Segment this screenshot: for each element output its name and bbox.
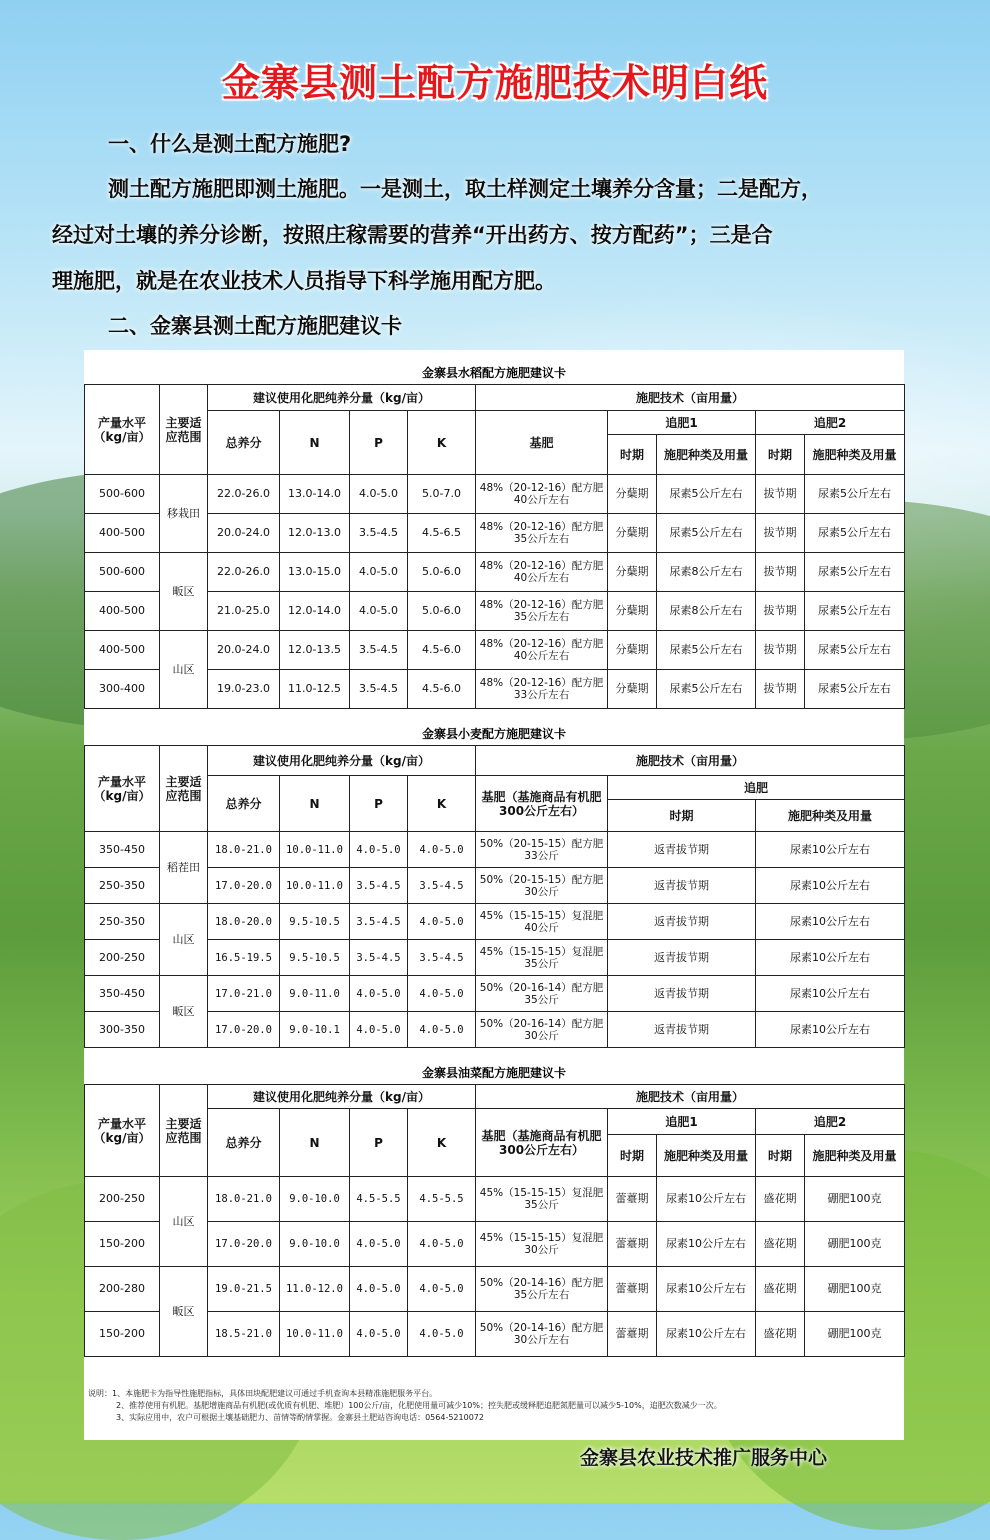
cell: 尿素10公斤左右 <box>756 940 905 976</box>
cell: 4.0-5.0 <box>350 1267 408 1312</box>
wheat-card-title: 金寨县小麦配方施肥建议卡 <box>421 727 566 741</box>
rape-rows <box>85 1177 905 1357</box>
cell: 5.0-6.0 <box>408 553 476 592</box>
col-nutrient-group: 建议使用化肥纯养分量（kg/亩） <box>208 1085 476 1109</box>
cell: 返青拔节期 <box>608 904 756 940</box>
cell: 返青拔节期 <box>608 940 756 976</box>
table-row <box>85 1312 905 1357</box>
col-top2: 追肥2 <box>756 1109 905 1135</box>
table-row <box>85 1222 905 1267</box>
cell: 12.0-13.0 <box>280 514 350 553</box>
col-k: K <box>408 1109 476 1177</box>
cell: 3.5-4.5 <box>350 514 408 553</box>
cell: 分蘖期 <box>608 631 657 670</box>
cell: 蕾薹期 <box>608 1267 657 1312</box>
col-yield: 产量水平（kg/亩） <box>85 385 160 475</box>
cell: 50%（20-14-16）配方肥35公斤左右 <box>476 1267 608 1312</box>
cell: 9.0-11.0 <box>280 976 350 1012</box>
cell: 10.0-11.0 <box>280 1312 350 1357</box>
col-area: 主要适应范围 <box>160 746 208 832</box>
cell: 9.0-10.0 <box>280 1222 350 1267</box>
cell: 11.0-12.0 <box>280 1267 350 1312</box>
notes <box>88 1388 900 1424</box>
table-row <box>85 904 905 940</box>
cell: 硼肥100克 <box>805 1267 905 1312</box>
cell: 4.0-5.0 <box>408 1312 476 1357</box>
area-cell: 畈区 <box>160 976 208 1048</box>
cell: 拔节期 <box>756 475 805 514</box>
cell: 50%（20-14-16）配方肥30公斤左右 <box>476 1312 608 1357</box>
cell: 拔节期 <box>756 592 805 631</box>
cell: 分蘖期 <box>608 670 657 709</box>
note-line: 说明：1、本施肥卡为指导性施肥指标，具体田块配肥建议可通过手机查询本县精准施肥服务平台。 <box>88 1389 438 1398</box>
cell: 尿素10公斤左右 <box>657 1312 756 1357</box>
cell: 分蘖期 <box>608 592 657 631</box>
area-cell: 稻茬田 <box>160 832 208 904</box>
cell: 48%（20-12-16）配方肥33公斤左右 <box>476 670 608 709</box>
cell: 150-200 <box>85 1312 160 1357</box>
cell: 硼肥100克 <box>805 1222 905 1267</box>
cell: 3.5-4.5 <box>350 940 408 976</box>
col-k: K <box>408 776 476 832</box>
wheat-rows <box>85 832 905 1048</box>
cell: 9.0-10.0 <box>280 1177 350 1222</box>
col-yield: 产量水平（kg/亩） <box>85 1085 160 1177</box>
cell: 盛花期 <box>756 1267 805 1312</box>
cell: 50%（20-16-14）配方肥30公斤 <box>476 1012 608 1048</box>
cell: 4.5-6.0 <box>408 631 476 670</box>
cell: 3.5-4.5 <box>350 631 408 670</box>
cell: 4.0-5.0 <box>350 553 408 592</box>
cell: 4.0-5.0 <box>408 1222 476 1267</box>
cell: 50%（20-15-15）配方肥30公斤 <box>476 868 608 904</box>
cell: 蕾薹期 <box>608 1177 657 1222</box>
col-tech-group: 施肥技术（亩用量） <box>476 385 905 411</box>
cell: 尿素5公斤左右 <box>657 631 756 670</box>
col-n: N <box>280 411 350 475</box>
cell: 尿素5公斤左右 <box>805 631 905 670</box>
cell: 尿素10公斤左右 <box>756 904 905 940</box>
cell: 300-350 <box>85 1012 160 1048</box>
cell: 拔节期 <box>756 553 805 592</box>
cell: 4.0-5.0 <box>408 976 476 1012</box>
cell: 蕾薹期 <box>608 1312 657 1357</box>
col-top1-type: 施肥种类及用量 <box>657 1135 756 1177</box>
col-p: P <box>350 411 408 475</box>
cell: 50%（20-15-15）配方肥33公斤 <box>476 832 608 868</box>
cell: 9.5-10.5 <box>280 904 350 940</box>
cell: 尿素5公斤左右 <box>805 475 905 514</box>
table-row <box>85 1177 905 1222</box>
cell: 4.5-6.5 <box>408 514 476 553</box>
col-top2-time: 时期 <box>756 1135 805 1177</box>
table-row <box>85 475 905 514</box>
cell: 17.0-21.0 <box>208 976 280 1012</box>
table-row <box>85 976 905 1012</box>
cell: 尿素5公斤左右 <box>805 553 905 592</box>
cell: 20.0-24.0 <box>208 514 280 553</box>
paragraph-line: 经过对土壤的养分诊断，按照庄稼需要的营养“开出药方、按方配药”；三是合 <box>52 223 773 247</box>
col-total: 总养分 <box>208 1109 280 1177</box>
col-top1-time: 时期 <box>608 1135 657 1177</box>
cell: 18.0-21.0 <box>208 1177 280 1222</box>
cell: 尿素8公斤左右 <box>657 553 756 592</box>
col-top-time: 时期 <box>608 800 756 832</box>
cell: 分蘖期 <box>608 475 657 514</box>
cell: 12.0-13.5 <box>280 631 350 670</box>
col-total: 总养分 <box>208 776 280 832</box>
cell: 尿素5公斤左右 <box>657 475 756 514</box>
cell: 45%（15-15-15）复混肥30公斤 <box>476 1222 608 1267</box>
cell: 20.0-24.0 <box>208 631 280 670</box>
cell: 3.5-4.5 <box>350 904 408 940</box>
cell: 3.5-4.5 <box>408 940 476 976</box>
cell: 硼肥100克 <box>805 1177 905 1222</box>
cell: 500-600 <box>85 553 160 592</box>
col-top: 追肥 <box>608 776 905 800</box>
cell: 18.0-21.0 <box>208 832 280 868</box>
cell: 18.0-20.0 <box>208 904 280 940</box>
area-cell: 山区 <box>160 904 208 976</box>
col-top2-type: 施肥种类及用量 <box>805 1135 905 1177</box>
col-base: 基肥 <box>476 411 608 475</box>
cell: 尿素10公斤左右 <box>756 976 905 1012</box>
cell: 4.0-5.0 <box>350 1312 408 1357</box>
table-row <box>85 631 905 670</box>
cell: 返青拔节期 <box>608 832 756 868</box>
col-top-type: 施肥种类及用量 <box>756 800 905 832</box>
cell: 22.0-26.0 <box>208 553 280 592</box>
area-cell: 畈区 <box>160 1267 208 1357</box>
cell: 返青拔节期 <box>608 976 756 1012</box>
col-total: 总养分 <box>208 411 280 475</box>
cell: 18.5-21.0 <box>208 1312 280 1357</box>
cell: 17.0-20.0 <box>208 1012 280 1048</box>
table-row <box>85 553 905 592</box>
cell: 5.0-6.0 <box>408 592 476 631</box>
cell: 500-600 <box>85 475 160 514</box>
cell: 拔节期 <box>756 514 805 553</box>
cell: 10.0-11.0 <box>280 832 350 868</box>
col-tech-group: 施肥技术（亩用量） <box>476 746 905 776</box>
table-row <box>85 868 905 904</box>
rice-rows <box>85 475 905 709</box>
table-row <box>85 514 905 553</box>
cell: 返青拔节期 <box>608 1012 756 1048</box>
cell: 400-500 <box>85 631 160 670</box>
cell: 盛花期 <box>756 1222 805 1267</box>
col-base: 基肥（基施商品有机肥300公斤左右） <box>476 1109 608 1177</box>
cell: 4.0-5.0 <box>350 1012 408 1048</box>
cell: 拔节期 <box>756 670 805 709</box>
cell: 返青拔节期 <box>608 868 756 904</box>
cell: 250-350 <box>85 868 160 904</box>
recommendation-panel <box>84 350 904 1440</box>
area-cell: 畈区 <box>160 553 208 631</box>
col-top2: 追肥2 <box>756 411 905 435</box>
cell: 4.0-5.0 <box>350 592 408 631</box>
col-n: N <box>280 776 350 832</box>
section1-paragraph <box>52 166 948 304</box>
cell: 300-400 <box>85 670 160 709</box>
cell: 50%（20-16-14）配方肥35公斤 <box>476 976 608 1012</box>
cell: 19.0-21.5 <box>208 1267 280 1312</box>
cell: 硼肥100克 <box>805 1312 905 1357</box>
cell: 拔节期 <box>756 631 805 670</box>
cell: 350-450 <box>85 976 160 1012</box>
cell: 分蘖期 <box>608 553 657 592</box>
cell: 200-250 <box>85 940 160 976</box>
table-row <box>85 1012 905 1048</box>
cell: 17.0-20.0 <box>208 1222 280 1267</box>
table-row <box>85 670 905 709</box>
cell: 13.0-14.0 <box>280 475 350 514</box>
cell: 尿素5公斤左右 <box>805 670 905 709</box>
col-base: 基肥（基施商品有机肥300公斤左右） <box>476 776 608 832</box>
note-line: 3、实际应用中，农户可根据土壤基础肥力、苗情等酌情掌握。金寨县土肥站咨询电话：0564-5210072 <box>116 1413 484 1422</box>
paragraph-line: 理施肥，就是在农业技术人员指导下科学施用配方肥。 <box>52 269 556 293</box>
area-cell: 移栽田 <box>160 475 208 553</box>
cell: 尿素10公斤左右 <box>657 1177 756 1222</box>
rice-card-title: 金寨县水稻配方施肥建议卡 <box>421 366 566 380</box>
col-top1: 追肥1 <box>608 411 756 435</box>
cell: 3.5-4.5 <box>408 868 476 904</box>
note-line: 2、推荐使用有机肥。基肥增施商品有机肥(或优质有机肥、堆肥）100公斤/亩，化肥使用量可减少10%；控失肥或缓释肥追肥氮肥量可以减少5-10%，追肥次数减少一次。 <box>116 1401 722 1410</box>
cell: 尿素10公斤左右 <box>657 1267 756 1312</box>
cell: 4.0-5.0 <box>408 1012 476 1048</box>
cell: 尿素5公斤左右 <box>657 670 756 709</box>
cell: 16.5-19.5 <box>208 940 280 976</box>
cell: 400-500 <box>85 592 160 631</box>
cell: 200-280 <box>85 1267 160 1312</box>
cell: 400-500 <box>85 514 160 553</box>
cell: 48%（20-12-16）配方肥40公斤左右 <box>476 475 608 514</box>
col-area: 主要适应范围 <box>160 1085 208 1177</box>
cell: 尿素10公斤左右 <box>756 1012 905 1048</box>
cell: 9.0-10.1 <box>280 1012 350 1048</box>
cell: 尿素5公斤左右 <box>805 514 905 553</box>
col-p: P <box>350 1109 408 1177</box>
cell: 19.0-23.0 <box>208 670 280 709</box>
table-row <box>85 592 905 631</box>
cell: 17.0-20.0 <box>208 868 280 904</box>
cell: 尿素10公斤左右 <box>756 832 905 868</box>
cell: 4.0-5.0 <box>350 976 408 1012</box>
cell: 尿素5公斤左右 <box>805 592 905 631</box>
cell: 4.0-5.0 <box>350 1222 408 1267</box>
col-top1: 追肥1 <box>608 1109 756 1135</box>
cell: 3.5-4.5 <box>350 868 408 904</box>
table-row <box>85 832 905 868</box>
paragraph-line: 测土配方施肥即测土施肥。一是测土，取土样测定土壤养分含量；二是配方， <box>108 177 822 201</box>
cell: 尿素5公斤左右 <box>657 514 756 553</box>
cell: 22.0-26.0 <box>208 475 280 514</box>
cell: 5.0-7.0 <box>408 475 476 514</box>
col-nutrient-group: 建议使用化肥纯养分量（kg/亩） <box>208 746 476 776</box>
cell: 尿素8公斤左右 <box>657 592 756 631</box>
cell: 4.0-5.0 <box>350 832 408 868</box>
area-cell: 山区 <box>160 631 208 709</box>
cell: 4.0-5.0 <box>408 904 476 940</box>
cell: 250-350 <box>85 904 160 940</box>
col-top1-time: 时期 <box>608 435 657 475</box>
cell: 150-200 <box>85 1222 160 1267</box>
col-k: K <box>408 411 476 475</box>
cell: 10.0-11.0 <box>280 868 350 904</box>
cell: 4.0-5.0 <box>408 1267 476 1312</box>
cell: 9.5-10.5 <box>280 940 350 976</box>
cell: 45%（15-15-15）复混肥35公斤 <box>476 1177 608 1222</box>
cell: 45%（15-15-15）复混肥40公斤 <box>476 904 608 940</box>
section2-heading: 二、金寨县测土配方施肥建议卡 <box>108 314 402 338</box>
col-tech-group: 施肥技术（亩用量） <box>476 1085 905 1109</box>
col-top1-type: 施肥种类及用量 <box>657 435 756 475</box>
wheat-table <box>84 745 905 1048</box>
cell: 200-250 <box>85 1177 160 1222</box>
cell: 3.5-4.5 <box>350 670 408 709</box>
table-row <box>85 940 905 976</box>
area-cell: 山区 <box>160 1177 208 1267</box>
col-p: P <box>350 776 408 832</box>
footer-organization: 金寨县农业技术推广服务中心 <box>580 1447 828 1469</box>
cell: 4.0-5.0 <box>350 475 408 514</box>
cell: 4.5-5.5 <box>350 1177 408 1222</box>
col-nutrient-group: 建议使用化肥纯养分量（kg/亩） <box>208 385 476 411</box>
cell: 蕾薹期 <box>608 1222 657 1267</box>
col-n: N <box>280 1109 350 1177</box>
cell: 48%（20-12-16）配方肥35公斤左右 <box>476 592 608 631</box>
page-title: 金寨县测土配方施肥技术明白纸 <box>221 61 768 105</box>
rape-card-title: 金寨县油菜配方施肥建议卡 <box>421 1066 566 1080</box>
rice-table <box>84 384 905 709</box>
cell: 4.5-6.0 <box>408 670 476 709</box>
cell: 分蘖期 <box>608 514 657 553</box>
cell: 尿素10公斤左右 <box>756 868 905 904</box>
table-row <box>85 1267 905 1312</box>
col-top2-time: 时期 <box>756 435 805 475</box>
cell: 48%（20-12-16）配方肥40公斤左右 <box>476 631 608 670</box>
cell: 48%（20-12-16）配方肥35公斤左右 <box>476 514 608 553</box>
cell: 350-450 <box>85 832 160 868</box>
cell: 12.0-14.0 <box>280 592 350 631</box>
cell: 盛花期 <box>756 1177 805 1222</box>
cell: 4.0-5.0 <box>408 832 476 868</box>
cell: 21.0-25.0 <box>208 592 280 631</box>
col-top2-type: 施肥种类及用量 <box>805 435 905 475</box>
col-area: 主要适应范围 <box>160 385 208 475</box>
cell: 13.0-15.0 <box>280 553 350 592</box>
cell: 48%（20-12-16）配方肥40公斤左右 <box>476 553 608 592</box>
col-yield: 产量水平（kg/亩） <box>85 746 160 832</box>
cell: 盛花期 <box>756 1312 805 1357</box>
cell: 尿素10公斤左右 <box>657 1222 756 1267</box>
cell: 4.5-5.5 <box>408 1177 476 1222</box>
rape-table <box>84 1084 905 1357</box>
section1-heading: 一、什么是测土配方施肥? <box>108 132 352 156</box>
cell: 11.0-12.5 <box>280 670 350 709</box>
cell: 45%（15-15-15）复混肥35公斤 <box>476 940 608 976</box>
